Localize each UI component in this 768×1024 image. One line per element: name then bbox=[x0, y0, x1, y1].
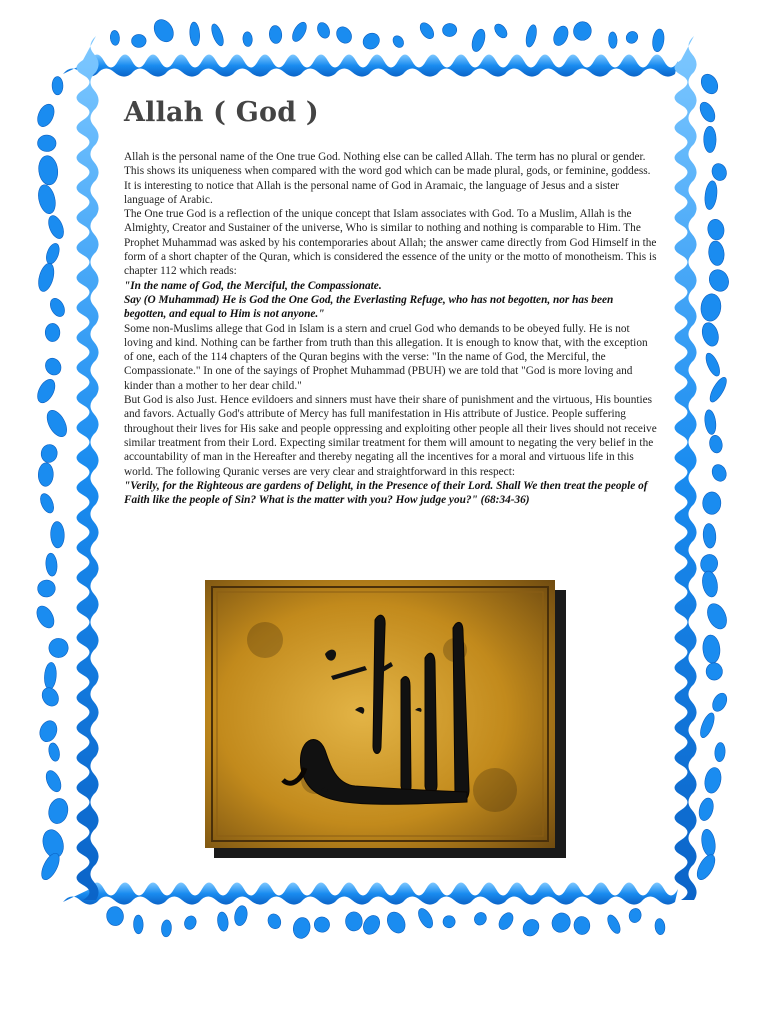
water-drop bbox=[345, 912, 363, 932]
water-drop bbox=[50, 521, 65, 548]
water-drop bbox=[698, 71, 721, 96]
water-drop bbox=[441, 914, 457, 930]
water-drop bbox=[38, 463, 54, 487]
water-drop bbox=[37, 579, 56, 598]
water-drop bbox=[442, 23, 458, 38]
water-drop bbox=[209, 23, 225, 48]
water-drop bbox=[710, 691, 730, 714]
splash-band bbox=[77, 36, 99, 900]
water-drop bbox=[391, 34, 406, 50]
water-drop bbox=[43, 407, 71, 440]
water-drop bbox=[52, 76, 63, 94]
water-drop bbox=[703, 409, 717, 435]
water-drop bbox=[47, 296, 67, 319]
water-drop bbox=[132, 34, 147, 47]
water-drop bbox=[33, 603, 57, 631]
water-drop bbox=[573, 916, 590, 935]
water-drop bbox=[703, 180, 718, 210]
water-drop bbox=[697, 100, 718, 125]
water-drop bbox=[708, 434, 723, 454]
water-drop bbox=[315, 21, 332, 40]
water-drop bbox=[334, 24, 355, 46]
water-drop bbox=[110, 30, 120, 46]
water-drop bbox=[44, 662, 58, 690]
water-drop bbox=[698, 711, 717, 739]
water-drop bbox=[524, 24, 538, 48]
water-drop bbox=[36, 262, 57, 294]
water-drop bbox=[628, 907, 643, 923]
water-drop bbox=[700, 570, 719, 598]
water-drop bbox=[551, 24, 571, 48]
water-drop bbox=[106, 906, 125, 927]
water-drop bbox=[161, 920, 172, 938]
water-drop bbox=[242, 31, 252, 46]
article-body bbox=[124, 150, 658, 507]
water-drop bbox=[472, 910, 489, 927]
water-drop bbox=[216, 911, 229, 931]
water-drop bbox=[290, 20, 310, 44]
water-drop bbox=[549, 910, 574, 936]
water-drop bbox=[706, 662, 723, 680]
water-drop bbox=[150, 16, 177, 45]
water-drop bbox=[608, 32, 617, 49]
quote-paragraph: "In the name of God, the Merciful, the Compassionate. bbox=[124, 279, 382, 292]
water-drop bbox=[572, 20, 593, 42]
allah-calligraphy-image bbox=[205, 580, 555, 848]
water-drop bbox=[702, 523, 716, 548]
water-drop bbox=[36, 183, 58, 215]
water-drop bbox=[703, 351, 722, 378]
water-drop bbox=[360, 913, 383, 938]
water-drop bbox=[47, 637, 70, 660]
water-drop bbox=[417, 20, 436, 41]
splash-band bbox=[63, 883, 678, 905]
water-drop bbox=[704, 126, 717, 152]
water-drop bbox=[697, 796, 716, 822]
water-drop bbox=[702, 634, 721, 664]
water-drop bbox=[496, 910, 516, 932]
water-drop bbox=[700, 828, 717, 857]
body-paragraph: But God is also Just. Hence evildoers and sinners must have their share of punishment and the virtuous, His bounties and favors. Actually God's attribute of Mercy has full manifestation in His attribute of Justice. People suffering throughout their lives for His sake and people oppressing and exploiting other people all their lives should not receive similar treatment from their Lord. Expecting similar treatment for them will amount to negating the very belief in the accountability of man in the Hereafter and thereby negating all the incentives for a moral and virtuous life in this world. The following Quranic verses are very clear and straightforward in this respect: bbox=[124, 394, 657, 478]
water-drop bbox=[707, 375, 729, 404]
water-drop bbox=[46, 797, 70, 826]
water-drop bbox=[42, 355, 64, 377]
water-drop bbox=[37, 718, 60, 744]
water-drop bbox=[651, 28, 665, 52]
water-drop bbox=[710, 462, 729, 483]
water-drop bbox=[710, 162, 729, 183]
water-drop bbox=[39, 685, 62, 709]
water-drop bbox=[702, 492, 721, 515]
splash-band bbox=[675, 36, 697, 900]
water-drop bbox=[384, 909, 409, 936]
quote-paragraph: Say (O Muhammad) He is God the One God, the Everlasting Refuge, who has not begotten, nor has been begotten, and equal to Him is not anyone." bbox=[124, 293, 614, 321]
water-drop bbox=[624, 29, 640, 45]
water-drop bbox=[45, 553, 58, 577]
water-drop bbox=[703, 766, 724, 794]
water-drop bbox=[34, 376, 58, 405]
water-drop bbox=[706, 267, 732, 295]
water-drop bbox=[704, 601, 731, 632]
water-drop bbox=[46, 213, 67, 240]
water-drop bbox=[269, 25, 283, 44]
water-drop bbox=[707, 240, 725, 266]
water-drop bbox=[605, 913, 623, 935]
water-drop bbox=[47, 742, 61, 762]
water-drop bbox=[470, 28, 488, 54]
water-drop bbox=[45, 323, 60, 341]
water-drop bbox=[37, 155, 59, 186]
splash-band bbox=[63, 55, 678, 77]
body-paragraph: Some non-Muslims allege that God in Islam is a stern and cruel God who demands to be obeyed fully. He is not loving and kind. Nothing can be farther from truth than this allegation. It is enough to know that, with the exception of one, each of the 114 chapters of the Quran begins with the verse: "In the name of God, the Merciful, the Compassionate." In one of the sayings of Prophet Muhammad (PBUH) we are told that "God is more loving and kinder than a mother to her dear child." bbox=[124, 322, 648, 392]
water-drop bbox=[189, 22, 200, 46]
body-paragraph: The One true God is a reflection of the unique concept that Islam associates with God. To a Muslim, Allah is the Almighty, Creator and Sustainer of the universe, Who is similar to nothing and nothing is comparable to Him. The Prophet Muhammad was asked by his contemporaries about Allah; the answer came directly from God Himself in the form of a short chapter of the Quran, which is considered the essence of the unity or the motto of monotheism. This is chapter 112 which reads: bbox=[124, 208, 657, 278]
water-drop bbox=[43, 768, 64, 794]
water-drop bbox=[37, 135, 56, 152]
page-title: Allah ( God ) bbox=[124, 97, 319, 128]
quote-paragraph: "Verily, for the Righteous are gardens of Delight, in the Presence of their Lord. Shall We then treat the people of Faith like the people of Sin? What is the matter with you? How judge you?" (68:34-36) bbox=[124, 479, 648, 507]
water-drop bbox=[266, 912, 283, 931]
water-drop bbox=[311, 914, 332, 935]
water-drop bbox=[360, 30, 383, 52]
water-drop bbox=[520, 916, 542, 939]
water-drop bbox=[492, 22, 509, 40]
water-drop bbox=[654, 918, 666, 935]
body-paragraph: Allah is the personal name of the One true God. Nothing else can be called Allah. The term has no plural or gender. This shows its uniqueness when compared with the word god which can be made plural, gods, or feminine, goddess. It is interesting to notice that Allah is the personal name of God in Aramaic, the language of Jesus and a sister language of Arabic. bbox=[124, 151, 651, 206]
water-drop bbox=[694, 852, 719, 883]
water-drop bbox=[44, 242, 62, 266]
water-drop bbox=[416, 906, 436, 930]
water-drop bbox=[291, 916, 311, 940]
water-drop bbox=[34, 102, 57, 130]
water-drop bbox=[183, 914, 199, 931]
water-drop bbox=[40, 443, 59, 464]
water-drop bbox=[233, 905, 249, 927]
water-drop bbox=[133, 915, 143, 934]
water-drop bbox=[706, 218, 725, 241]
water-drop bbox=[700, 321, 722, 348]
water-drop bbox=[714, 742, 726, 762]
water-drop bbox=[699, 293, 722, 323]
water-drop bbox=[38, 492, 57, 515]
